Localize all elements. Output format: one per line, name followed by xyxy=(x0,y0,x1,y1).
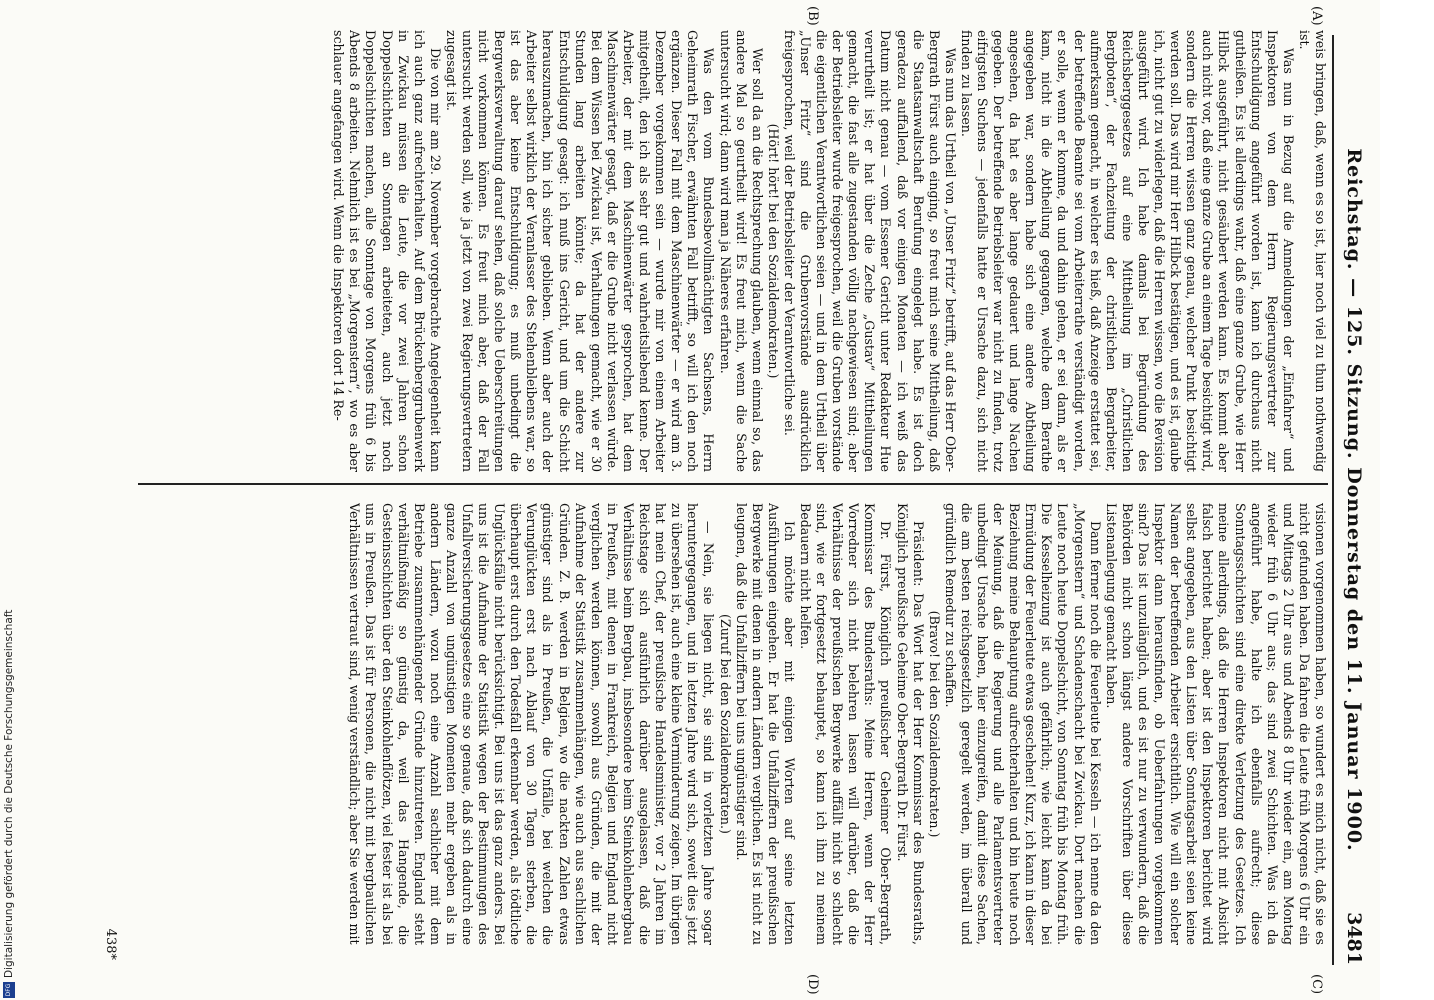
footer-credit-strip xyxy=(2,0,18,998)
speaker-paragraph: Präsident: Das Wort hat der Herr Kommissar des Bundesraths, Königlich preußische Geheime Ober-Bergrath Dr. Fürst. xyxy=(894,503,926,945)
margin-marker-b: (B) xyxy=(805,6,820,26)
paragraph: Was nun das Urtheil von „Unser Fritz“ betrifft, auf das Herr Ober-Bergrath Fürst auch einging, so freut mich seine Mittheilung, daß die Staatsanwaltschaft Berufung eingelegt habe. Es ist doch geradezu auffallend, daß vor einigen Monaten — ich weiß das Datum nicht genau — vom Essener Gericht unter Redakteur Hue verurtheilt ist; er hat über die Zeche „Gustav“ Mittheilungen gemacht, die fast alle zugestanden völlig nachgewiesen sind; aber der Betriebsleiter wurde freigesprochen, weil die Gruben vorstände die eigentlichen Verantwortlichen seien — und in dem Urtheil über „Unser Fritz“ sind die Grubenvorstände ausdrücklich freigesprochen, weil der Betriebsleiter der Verantwortliche sei. xyxy=(781,30,958,472)
page-number: 3481 xyxy=(1343,912,1365,965)
left-column xyxy=(128,30,1328,472)
footer-credit: Digitalisierung gefördert durch die Deutsche Forschungsgemeinschaft xyxy=(3,609,15,978)
page-header xyxy=(1332,35,1372,965)
paragraph: Dann ferner noch die Feuerleute bei Kesseln — ich nenne da den „Morgenstern“ und Schadenschacht bei Zwickau. Dort machen die Leute noch heute Doppelschicht, von Sonntag früh bis Montag früh. Die Kesselheizung ist auch gefährlich; wie leicht kann da bei Ermüdung der Feuerleute etwas geschehen! Kurz, ich kann in dieser Beziehung meine Behauptung aufrechterhalten und bin heute noch der Meinung, daß die Regierung und alle Parlamentsvertreter unbedingt Ursache haben, hier einzugreifen, damit diese Sachen, die am besten reichsgesetzlich geregelt werden, im überall und gründlich Remedur zu schaffen. xyxy=(942,503,1103,945)
paragraph: visionen vorgenommen haben, so wundert es mich nicht, daß sie es nicht gefunden haben. Da fahren die Leute früh Morgens 6 Uhr ein und Mittags 2 Uhr aus und Abends 8 Uhr wieder ein, am Montag wieder früh 6 Uhr aus; das sind zwei Schichten. Was ich da angeführt habe, halte ich ebenfalls aufrecht; diese Sonntagsschichten sind eine direkte Verletzung des Gesetzes. Ich meine allerdings, daß die Herren Inspektoren nicht mit Absicht falsch berichtet haben; aber ist den Inspektoren berichtet wird selbst angegeben, aus den Listen über Sonntagsarbeit seien keine Namen der betreffenden Arbeiter ersichtlich. Wie will ein solcher Inspektor dann herausfinden, ob Ueberfahrungen vorgekommen sind? Das ist unzulänglich, und es ist nur zu verwundern, daß die Behörden nicht schon längst andere Vorschriften über diese Listenanlegung gemacht haben. xyxy=(1103,503,1328,945)
interjection: (Zuruf bei den Sozialdemokraten.) xyxy=(717,614,733,834)
paragraph: — Nein, sie liegen nicht, sie sind in vorletzten Jahre sogar heruntergegangen, und in letzten Jahre wird sich, soweit dies jetzt zu übersehen ist, auch eine kleine Verminderung zeigen. Im übrigen hat mein Chef, der preußische Handelsminister, vor 2 Jahren im Reichstage sich ausführlich darüber ausgelassen, daß die Verhältnisse beim Bergbau, insbesondere beim Steinkohlenbergbau in Preußen, mit denen in Frankreich, Belgien und England nicht verglichen werden können, sowohl aus Gründen, die mit der Aufnahme der Statistik zusammenhängen, wie auch aus sachlichen Gründen. Z. B. werden in Belgien, wo die nackten Zahlen etwas günstiger sind als in Preußen, die Unfälle, bei welchen die Verunglückten erst nach Ablauf von 30 Tagen sterben, die überhaupt erst durch den Todesfall erkennbar werden, als tödtliche Unglücksfälle nicht berücksichtigt. Bei uns ist das ganz anders. Bei uns ist die Aufnahme der Statistik wegen der Bestimmungen des Unfallversicherungsgesetzes eine so genaue, daß sich dadurch eine ganze Anzahl von ungünstigen Momenten mehr ergeben als in andern Ländern, wozu noch eine Anzahl sachlicher mit dem Betriebe zusammenhängender Gründe hinzutreten. England steht verhältnißmäßig so günstig da, weil das Hangende, die Gesteinsschichten über den Steinkohlenflötzen, viel fester ist als bei uns in Preußen. Das ist für Personen, die nicht mit bergbaulichen Verhältnissen vertraut sind, wenig verständlich; aber Sie werden mit xyxy=(347,503,717,945)
paragraph: Was nun in Bezug auf die Anmeldungen der „Einfahrer“ und Inspektoren von dem Herrn Regierungsvertreter zur Entschuldigung angeführt worden ist, kann ich durchaus nicht gutheißen. Es ist allerdings wahr, daß eine ganze Grube, wie Herr Hilbck ausgeführt, nicht gesäubert werden kann. Es kommt aber auch nicht vor, daß eine ganze Grube an einem Tage besichtigt wird, sondern die Herren wissen ganz genau, welcher Punkt besichtigt werden soll. Das wird mir Herr Hilbck bestätigen, und es ist, glaube ich, nicht gut zu widerlegen, daß die Herren wissen, wo die Revision ausgeführt wird. Ich habe damals bei Begründung des Reichsberggesetzes auf eine Mittheilung im „Christlichen Bergboten“, der Fachzeitung der christlichen Bergarbeiter, aufmerksam gemacht, in welcher es hieß, daß Anzeige erstattet sei, der betreffende Beamte sei vom Arbeiterrathe verständigt worden, er solle, wenn er komme, da und dahin gehen, er sei dann, als er kam, nicht in die Abtheilung gegangen, welche dem Berathe angegeben war, sondern habe sich eine andere Abtheilung angesehen, da hat es aber lange gedauert und lange Nachen gegeben. Der betreffende Betriebsleiter war nicht zu finden, trotz eifrigsten Suchens — jedenfalls hatte er Ursache dazu, sich nicht finden zu lassen. xyxy=(958,30,1296,472)
page-title: Reichstag. — 125. Sitzung. Donnerstag den 11. Januar 1900. xyxy=(1343,148,1365,852)
paragraph: Wer soll da an die Rechtsprechung glauben, wenn einmal so, das andere Mal so geurtheilt wird! Es freut mich, wenn die Sache untersucht wird; dann wird man ja Näheres erfahren. xyxy=(717,30,765,472)
interjection: (Bravo! bei den Sozialdemokraten.) xyxy=(926,610,942,838)
margin-marker-c: (C) xyxy=(1309,974,1324,995)
margin-marker-a: (A) xyxy=(1309,6,1324,26)
paragraph: weis bringen, daß, wenn es so ist, hier noch viel zu thun nothwendig ist. xyxy=(1296,30,1328,472)
paragraph: Die von mir am 29. November vorgebrachte Angelegenheit kann ich auch ganz aufrechterhalten. Auf dem Brückenberggrubenwerk in Zwickau müssen die Leute, die vor zwei Jahren schon Doppelschichten an Sonntagen arbeiteten, auch jetzt noch Doppelschichten machen, alle Sonntage von Morgens früh 6 bis Abends 8 arbeiten. Nehmlich ist es bei „Morgenstern“, wo es aber schlauer angefangen wird. Wenn die Inspektoren dort 14 Re- xyxy=(331,30,443,472)
signature-mark: 438* xyxy=(103,928,118,960)
right-column xyxy=(128,503,1328,945)
margin-marker-d: (D) xyxy=(805,974,820,995)
dfg-logo: DFG xyxy=(3,982,15,998)
paragraph: Ich möchte aber mit einigen Worten auf seine letzten Ausführungen eingehen. Er hat die Unfallziffern der preußischen Bergwerke mit denen in andern Ländern verglichen. Es ist nicht zu leugnen, daß die Unfallziffern bei uns ungünstiger sind. xyxy=(733,503,797,945)
column-divider xyxy=(138,483,1328,485)
speaker-paragraph: Dr. Fürst, Königlich preußischer Geheimer Ober-Bergrath, Kommissar des Bundesraths: Meine Herren, wenn der Herr Vorredner sich nicht belehren lassen will darüber, daß die Verhältnisse der preußischen Bergwerke auffällt nicht so schlecht sind, wie er fortgesetzt behauptet, so kann ich ihm zu meinem Bedauern nicht helfen. xyxy=(798,503,894,945)
paragraph: Was den vom Bundesbevollmächtigten Sachsens, Herrn Geheimrath Fischer, erwähnten Fall betrifft, so will ich den noch ergänzen. Dieser Fall mit dem Maschinenwärter — er wird am 3. Dezember vorgekommen sein — wurde mir von einem Arbeiter mitgetheilt, den ich als sehr gut und wahrheitsliebend kenne. Der Arbeiter, der mit dem Maschinenwärter gesprochen, hat dem Maschinenwärter gesagt, daß er die Grube nicht verlassen würde. Bei dem Wissen bei Zwickau ist, Verhaltungen gemacht, wie er 30 Stunden lang arbeiten könnte; da hat der andere zur Entschuldigung gesagt: ich muß ins Gericht, und um die Schicht herauszumachen, bin ich sicher geblieben. Wenn aber auch der Arbeiter selbst wirklich der Veranlasser des Stehenbleibens war, so ist das aber keine Entschuldigung; es muß unbedingt die Bergwerksverwaltung darauf sehen, daß solche Ueberschreitungen nicht vorkommen können. Es freut mich aber, daß der Fall untersucht werden soll, wie ja jetzt von zwei Regierungsvertretern zugesagt ist. xyxy=(443,30,717,472)
interjection: (Hört! hört! bei den Sozialdemokraten.) xyxy=(765,123,781,379)
